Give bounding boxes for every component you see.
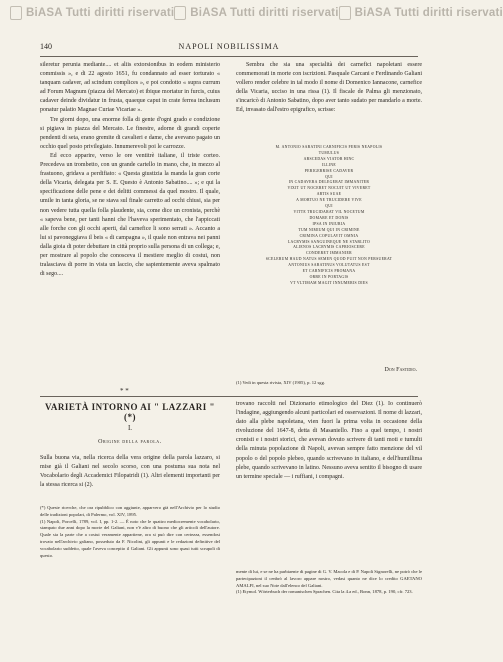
footnote: (1) Napoli, Porcelli, 1789, vol. I, pp. 1-2. — È noto che le quattro mediocremente vocabolario, stampato due anni dopo la morte del Galiani, non v'è altro di buono che gli articoli dell'autore. Quale sia la parte che a costui veramente appartiene, ora si può dire con certezza, essendosi trovato nell'archivio galiano, posseduto da F. Nicolini, gli appunti e le redazioni definitive del vocabolario suddetto, quale l'aveva concepito il Galiani. Gli appunti sono quasi tutti scrupoli di questo. xyxy=(40,518,220,558)
right-column-intro: Sembra che sia una specialità dei carnefici napoletani essere commemorati in morte con iscrizioni. Pasquale Carcani e Ferdinando Galiani vollero render celebre in tal modo il nome di Domenico Iannacone, carnefice della Vicaria, ucciso in una rissa (1). Il fiscale de Palma gli menzionato, s'incaricò di Antonio Sabatino, dopo aver tanto sudato per mandarlo a morte. Ed, invasato dall'estro epigrafico, scrisse: xyxy=(236,62,422,114)
watermark xyxy=(10,6,174,20)
footnotes-right xyxy=(236,569,422,619)
inscription-line: ALIENOS LACRYMIS CAPRIOSCERE xyxy=(293,245,365,250)
section-separator: * * xyxy=(120,387,129,395)
inscription-line: PERIGERRISE CADAVER xyxy=(304,168,354,173)
running-head xyxy=(40,42,418,54)
biasa-logo-icon xyxy=(174,6,186,20)
inscription-line: TUM NIMIUM QUI IN CRIMINE xyxy=(298,227,360,232)
inscription-line: ARTIS SUAE xyxy=(316,192,342,197)
header-rule xyxy=(40,56,418,57)
inscription-line: VT VLTIMAM MAGIT INNUMERIS DIES xyxy=(290,280,368,285)
inscription-line: QUI xyxy=(325,174,333,179)
footnote: (1) Etymol. Wörterbuch der romanischen Sprachen. Cita la 4.a ed., Bonn, 1878, p. 190, cfr. 723. xyxy=(236,589,413,595)
biasa-logo-icon xyxy=(10,6,22,20)
inscription-line: SCELERUM HAUD NATUS SEMEN QUOD FUIT NON PERSUERAT xyxy=(265,257,393,262)
paragraph: Ed ecco apparire, verso le ore ventitrè italiane, il triste corteo. Precedeva un trombetto, con un grande cartello in mano, che, in mezzo al frastuono, gridava a perdifiato: « Questa giustizia la manda la gran corte della Vicaria, delegata per S. E. Questo è Antonio Sabatino.... »; e qui la specificazione delle pene e dei delitti commessi da quel mostro. Il quale, umile in tanta gloria, se ne stava sul finale carretto ad occhi chiusi, sia per non vedere tutta quella folla plaudente, sia, come dice un cronista, perchè « sapeva bene, per tanti hanni che l'haveva sperimentato, che l'appiccati alle forche con gli occhi aperti, dal carnefice li sono serrati ». Accanto a lui si pavoneggiava il beis « di campagna », il quale non entrava nei panni dalla gioia di poter debuttare in città proprio sulla persona di un collega; e, per mostrare al popolo che conosceva il mestiere meglio di costui, non tralasciava di porre in vista un laccio, che sapientemente aveva spalmato di sego.... xyxy=(40,152,220,278)
watermark-text: BiASA Tutti diritti riservati xyxy=(190,7,339,19)
inscription-line: CRIMINA COPULAVIT OMNIA xyxy=(299,233,359,238)
inscription-line: IN CADAVERA DELEGERAT IMMANITER xyxy=(288,180,370,185)
inscription-line: TUMULUS xyxy=(318,150,340,155)
watermark xyxy=(174,6,338,20)
watermark-text: BiASA Tutti diritti riservati xyxy=(26,7,175,19)
inscription-line: IPSA IN INIURIA xyxy=(312,221,346,226)
watermark-text: BiASA Tutti diritti riservati xyxy=(354,7,503,19)
inscription xyxy=(236,145,422,363)
inscription-line: ET CARNIFICIS PROMANA xyxy=(302,269,356,274)
footnotes-left xyxy=(40,505,220,625)
page-number: 140 xyxy=(40,42,52,51)
left-column xyxy=(40,61,220,383)
article-body-left xyxy=(40,454,220,498)
inscription-line: ILLINE xyxy=(321,162,337,167)
inscription-line: A MORTUO NE TRUCIDERE VIVE xyxy=(296,198,362,203)
footnote: mente di lui, e se ne ha parbiaente di pagine di G. V. Macola e di P. Napoli Signorelli, ne potrò che le partecipazioni il cenbrò al lavoro appare nostro, vedasi quanto ne dice lo credito GAETANO AMALFI, nel suo Note dall'elenco del Galiani. xyxy=(236,569,422,588)
paragraph: sileretur perunia mediante.... et aliis extorsionibus in eodem ministerio commissis », e di 22 agosto 1651, fu condannato ad esser torturato « tanquam cadaver, ad scindum complices », e poi condotto « supra currum ad Forum Magnum (piazza del Mercato) et ibique mortatur in furcis, cuius cadaver deinde dividatur in frusta, quaeque caput in crate ferrea inclusum ponatur palatio Magnae Curiae Vicariae ». xyxy=(40,62,220,114)
footnote: (1) Vedi in questa rivista, XIV (1905), p. 12 sgg. xyxy=(236,380,326,385)
inscription-line: VITTE TRUCIDARAT VIL NOCETUM xyxy=(293,209,365,214)
footnote: (*) Queste ricerche, che ora ripubblico con aggiunte, apparvero già nell'Archivio per lo studio delle tradizioni popolari, di Palermo, vol. XIV, 1895. xyxy=(40,505,220,517)
paragraph: trovano raccolti nel Dizionario etimologico del Diez (1). Io continuerò l'indagine, aggiungendo alcuni particolari ed osservazioni. Il nome di lazzari, dato alla plebe napoletana, vien fuori la prima volta in occasione della rivoluzione del 1647-8, detta di Masaniello. Fino a quel tempo, i nostri cronisti e i nostri storici, che avevan dovuto scrivere di tanti moti e tumulti della minuta popolazione di Napoli, avevan sempre fatto menzione del vil popolo o del popolo plebeo, quando scrivevano in italiano, e dell'humillima plebe, quando scrivevano in latino. Nessuno aveva sentito il bisogno di usare un termine speciale — i ruffiani, i compagni. xyxy=(236,401,422,480)
article-title: VARIETÀ INTORNO AI " LAZZARI " (*) xyxy=(45,402,215,422)
inscription-line: LACRYMIS SANGUINEQUE NE STABLITO xyxy=(287,239,371,244)
watermark xyxy=(339,6,503,20)
section-rule xyxy=(40,396,418,397)
watermark-bar xyxy=(0,0,503,26)
inscription-line: DOMARE ET DONIS xyxy=(309,215,349,220)
inscription-line: ABSCEDAS VIATOR HINC xyxy=(303,156,355,161)
biasa-logo-icon xyxy=(339,6,351,20)
paragraph: Sulla buona via, nella ricerca della vera origine della parola lazzaro, si mise già il Galiani nel secolo scorso, con una postuma sua nota nel Vocabolario degli Accademici Filopatridi (1). Altri elementi importanti per la stessa ricerca si (2). xyxy=(40,455,220,489)
signature: Don Fastidio. xyxy=(384,367,417,373)
inscription-line: ORBE IN PORTAGIS xyxy=(309,274,349,279)
inscription-line: CONDERET IMMANIER xyxy=(306,251,352,256)
article-section-number: I. xyxy=(127,424,133,432)
journal-title: NAPOLI NOBILISSIMA xyxy=(178,42,280,51)
inscription-line: QUI xyxy=(325,204,333,209)
inscription-line: ANTONIUS SABATINUS VOLUTATUS EST xyxy=(288,263,370,268)
article-subtitle: Origine della parola. xyxy=(98,439,162,445)
inscription-line: VIXIT UT NOCERET NOCUIT UT VIVERET xyxy=(287,186,371,191)
paragraph: Tre giorni dopo, una enorme folla di gente d'ogni grado e condizione si pigiava in piazza del Mercato. Le finestre, adorne di grandi coperte pendenti di seta, erano gremite di cavalieri e dame, che avevano pagato un occhio quel posto privilegiato. Innumerevoli poi le carrozze. xyxy=(40,116,220,150)
article-body-right xyxy=(236,400,422,564)
inscription-line: M. ANTONIO SABATINI CARNIFICIS FERIS NEAPOLIS xyxy=(275,145,383,149)
